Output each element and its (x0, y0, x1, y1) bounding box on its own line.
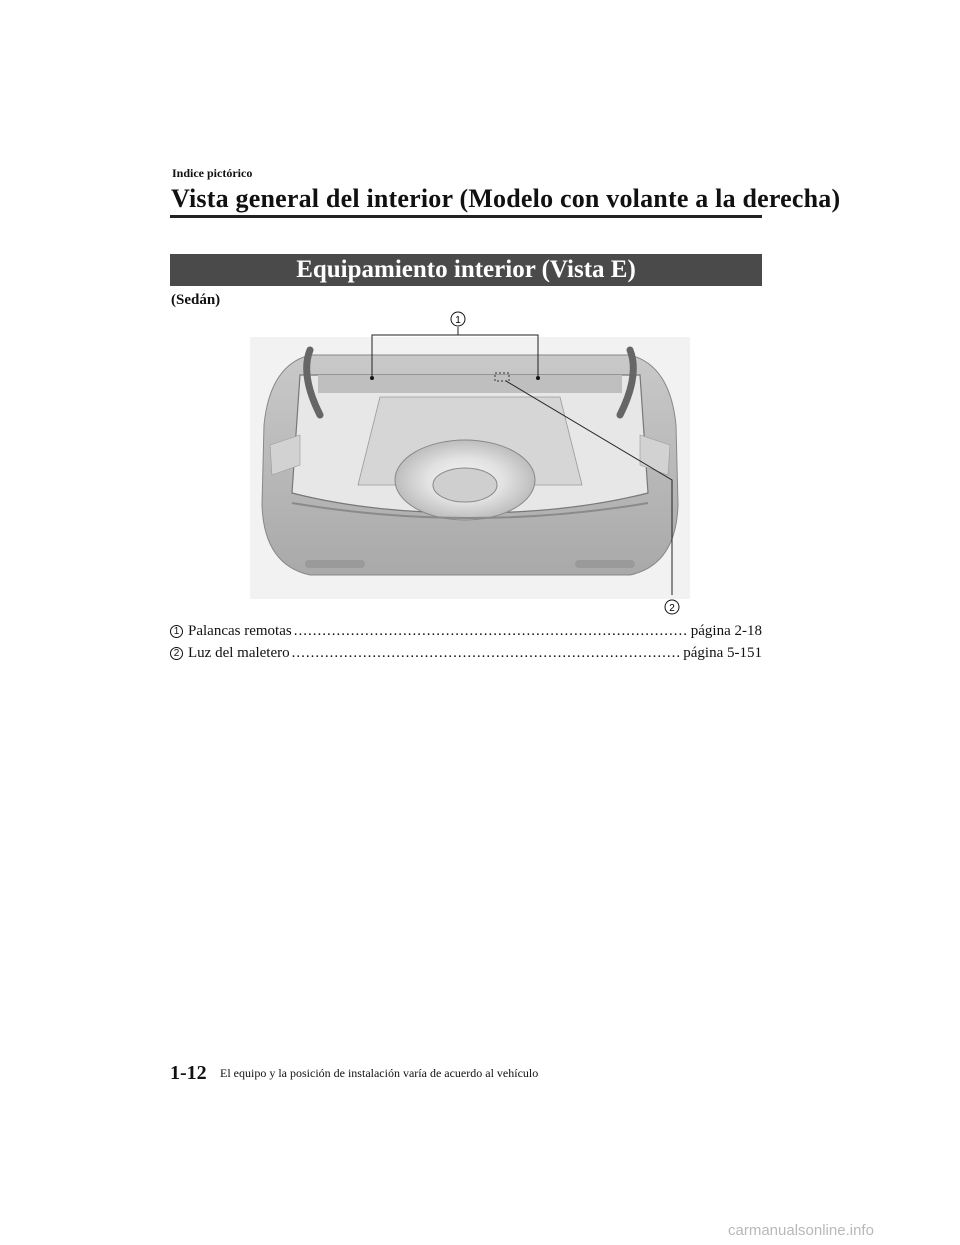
index-item[interactable] (170, 643, 762, 663)
watermark: carmanualsonline.info (728, 1222, 874, 1239)
item-label: Palancas remotas (188, 622, 292, 639)
trunk-illustration (230, 305, 710, 620)
footer-note: El equipo y la posición de instalación varía de acuerdo al vehículo (220, 1066, 539, 1080)
item-page-ref[interactable]: página 5-151 (683, 644, 762, 661)
section-banner: Equipamiento interior (Vista E) (170, 254, 762, 286)
left-bumper-detail (305, 560, 365, 568)
index-item[interactable] (170, 621, 762, 641)
leader-dots (294, 623, 689, 640)
item-number: 1 (170, 625, 183, 638)
callout-2-label: 2 (669, 603, 675, 614)
page-title: Vista general del interior (Modelo con volante a la derecha) (171, 184, 841, 213)
rear-shelf (318, 375, 622, 393)
leader-dots (292, 645, 682, 662)
item-number: 2 (170, 647, 183, 660)
spare-wheel-hub (433, 468, 497, 502)
page-number: 1-12 (170, 1062, 207, 1084)
title-rule (170, 215, 762, 218)
section-label: Indice pictórico (172, 166, 253, 180)
right-bumper-detail (575, 560, 635, 568)
item-page-ref[interactable]: página 2-18 (690, 622, 762, 639)
item-label: Luz del maletero (188, 644, 290, 661)
callout-1-label: 1 (455, 315, 461, 326)
variant-label: (Sedán) (171, 292, 221, 308)
